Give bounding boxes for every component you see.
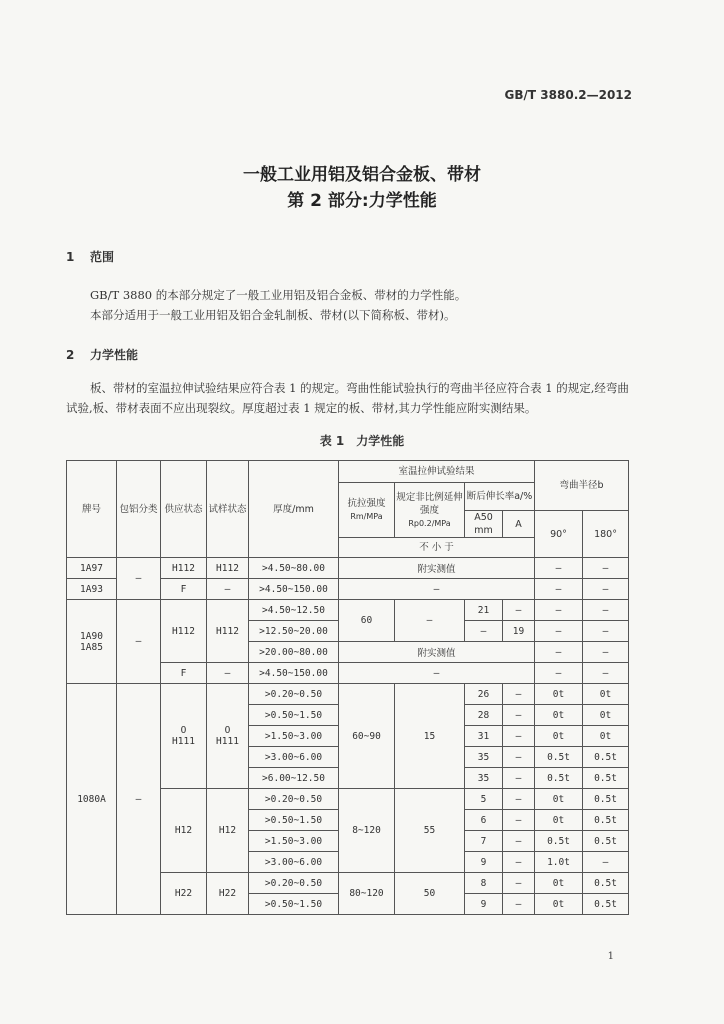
proof-strength-cell: 15 — [395, 684, 465, 789]
thickness-cell: >0.50~1.50 — [249, 894, 339, 915]
a-cell: — — [503, 768, 535, 789]
section-1-paragraph-1: GB/T 3880 的本部分规定了一般工业用铝及铝合金板、带材的力学性能。 — [90, 288, 467, 302]
header-specimen-temper: 试样状态 — [207, 461, 249, 558]
bend-90-cell: 0t — [535, 789, 583, 810]
bend-90-cell: 0.5t — [535, 831, 583, 852]
a-cell: — — [503, 810, 535, 831]
header-proof-strength-unit: Rp0.2/MPa — [408, 518, 451, 528]
a-cell: — — [503, 852, 535, 873]
grade-line: 1A85 — [80, 641, 103, 653]
header-tensile-strength-label: 抗拉强度 — [347, 498, 386, 509]
a50-cell: 9 — [465, 894, 503, 915]
grade-cell: 1A93 — [67, 579, 117, 600]
bend-180-cell: 0t — [583, 705, 629, 726]
a50-cell: 9 — [465, 852, 503, 873]
tensile-strength-cell: 8~120 — [339, 789, 395, 873]
grade-line: 1A90 — [80, 630, 103, 642]
thickness-cell: >4.50~150.00 — [249, 579, 339, 600]
header-supply-temper: 供应状态 — [161, 461, 207, 558]
specimen-temper-cell — [207, 684, 249, 789]
bend-90-cell: — — [535, 579, 583, 600]
a-cell: — — [503, 789, 535, 810]
header-proof-strength-label: 规定非比例延伸强度 — [396, 491, 463, 516]
table-caption: 表 1 力学性能 — [319, 434, 405, 448]
a-cell: 19 — [503, 621, 535, 642]
grade-cell: 1080A — [67, 684, 117, 915]
header-a50: A50 mm — [465, 511, 503, 538]
bend-180-cell: 0.5t — [583, 894, 629, 915]
bend-180-cell: 0.5t — [583, 747, 629, 768]
tensile-cell: — — [339, 579, 535, 600]
a-cell: — — [503, 684, 535, 705]
tensile-cell: 附实测值 — [339, 558, 535, 579]
proof-strength-cell: 55 — [395, 789, 465, 873]
thickness-cell: >4.50~80.00 — [249, 558, 339, 579]
document-title: 一般工业用铝及铝合金板、带材 — [243, 165, 481, 185]
page-number: 1 — [607, 951, 614, 962]
specimen-temper-cell: H112 — [207, 558, 249, 579]
a50-cell: 26 — [465, 684, 503, 705]
supply-temper-cell: H22 — [161, 873, 207, 915]
header-grade: 牌号 — [67, 461, 117, 558]
bend-180-cell: 0.5t — [583, 789, 629, 810]
thickness-cell: >1.50~3.00 — [249, 831, 339, 852]
thickness-cell: >3.00~6.00 — [249, 747, 339, 768]
bend-180-cell: — — [583, 558, 629, 579]
grade-cell — [67, 600, 117, 684]
temper-line: H111 — [172, 736, 195, 747]
bend-90-cell: 0t — [535, 705, 583, 726]
header-proof-strength — [395, 483, 465, 538]
supply-temper-cell: F — [161, 579, 207, 600]
thickness-cell: >1.50~3.00 — [249, 726, 339, 747]
a50-cell: 6 — [465, 810, 503, 831]
a-cell: — — [503, 747, 535, 768]
document-subtitle: 第 2 部分:力学性能 — [287, 191, 437, 211]
thickness-cell: >4.50~150.00 — [249, 663, 339, 684]
header-bend-radius: 弯曲半径b — [535, 461, 629, 511]
section-title: 力学性能 — [90, 348, 139, 362]
a50-cell: 31 — [465, 726, 503, 747]
bend-180-cell: 0.5t — [583, 810, 629, 831]
thickness-cell: >0.50~1.50 — [249, 705, 339, 726]
supply-temper-cell: H112 — [161, 600, 207, 663]
clad-cell: — — [117, 684, 161, 915]
bend-90-cell: 0t — [535, 726, 583, 747]
tensile-strength-cell: 60~90 — [339, 684, 395, 789]
standard-code: GB/T 3880.2—2012 — [504, 88, 632, 102]
bend-90-cell: 1.0t — [535, 852, 583, 873]
bend-90-cell: — — [535, 600, 583, 621]
a-cell: — — [503, 726, 535, 747]
section-1-paragraph-2: 本部分适用于一般工业用铝及铝合金轧制板、带材(以下简称板、带材)。 — [90, 308, 456, 322]
mechanical-properties-table — [66, 460, 629, 915]
specimen-temper-cell: H112 — [207, 600, 249, 663]
bend-180-cell: 0t — [583, 726, 629, 747]
a50-cell: 8 — [465, 873, 503, 894]
tensile-strength-cell: 60 — [339, 600, 395, 642]
temper-line: O — [180, 725, 187, 736]
bend-90-cell: — — [535, 621, 583, 642]
header-clad: 包铝分类 — [117, 461, 161, 558]
bend-180-cell: 0t — [583, 684, 629, 705]
a-cell: — — [503, 831, 535, 852]
a50-cell: 7 — [465, 831, 503, 852]
specimen-temper-cell: — — [207, 663, 249, 684]
bend-90-cell: — — [535, 663, 583, 684]
a50-cell: 35 — [465, 747, 503, 768]
a-cell: — — [503, 894, 535, 915]
thickness-cell: >12.50~20.00 — [249, 621, 339, 642]
specimen-temper-cell: — — [207, 579, 249, 600]
a50-cell: 35 — [465, 768, 503, 789]
clad-cell: — — [117, 600, 161, 684]
a50-cell: 28 — [465, 705, 503, 726]
bend-180-cell: — — [583, 663, 629, 684]
bend-90-cell: 0t — [535, 684, 583, 705]
header-tensile-strength — [339, 483, 395, 538]
header-bend-180: 180° — [583, 511, 629, 558]
bend-180-cell: 0.5t — [583, 873, 629, 894]
tensile-cell: 附实测值 — [339, 642, 535, 663]
proof-strength-cell: 50 — [395, 873, 465, 915]
thickness-cell: >0.20~0.50 — [249, 789, 339, 810]
bend-90-cell: 0t — [535, 810, 583, 831]
bend-90-cell: — — [535, 558, 583, 579]
header-not-less-than: 不 小 于 — [339, 538, 535, 558]
supply-temper-cell: H12 — [161, 789, 207, 873]
thickness-cell: >20.00~80.00 — [249, 642, 339, 663]
a50-cell: 21 — [465, 600, 503, 621]
thickness-cell: >0.20~0.50 — [249, 873, 339, 894]
clad-cell: — — [117, 558, 161, 600]
bend-180-cell: — — [583, 600, 629, 621]
header-elongation: 断后伸长率a/% — [465, 483, 535, 511]
header-bend-90: 90° — [535, 511, 583, 558]
header-thickness: 厚度/mm — [249, 461, 339, 558]
section-1-heading — [66, 248, 114, 265]
bend-90-cell: 0.5t — [535, 747, 583, 768]
grade-cell: 1A97 — [67, 558, 117, 579]
bend-180-cell: 0.5t — [583, 768, 629, 789]
section-2-paragraph: 板、带材的室温拉伸试验结果应符合表 1 的规定。弯曲性能试验执行的弯曲半径应符合表 1 的规定,经弯曲试验,板、带材表面不应出现裂纹。厚度超过表 1 规定的板、带材,其力学性能应附实测结果。 — [66, 381, 629, 415]
bend-180-cell: — — [583, 579, 629, 600]
thickness-cell: >6.00~12.50 — [249, 768, 339, 789]
thickness-cell: >0.20~0.50 — [249, 684, 339, 705]
supply-temper-cell — [161, 684, 207, 789]
tensile-cell: — — [339, 663, 535, 684]
temper-line: H111 — [216, 736, 239, 747]
section-2-heading — [66, 346, 138, 363]
thickness-cell: >4.50~12.50 — [249, 600, 339, 621]
bend-180-cell: — — [583, 642, 629, 663]
supply-temper-cell: F — [161, 663, 207, 684]
a50-cell: 5 — [465, 789, 503, 810]
temper-line: O — [224, 725, 231, 736]
bend-90-cell: — — [535, 642, 583, 663]
thickness-cell: >3.00~6.00 — [249, 852, 339, 873]
section-number: 2 — [66, 348, 75, 362]
a-cell: — — [503, 600, 535, 621]
supply-temper-cell: H112 — [161, 558, 207, 579]
bend-180-cell: 0.5t — [583, 831, 629, 852]
bend-90-cell: 0.5t — [535, 768, 583, 789]
header-tensile-results: 室温拉伸试验结果 — [339, 461, 535, 483]
bend-90-cell: 0t — [535, 873, 583, 894]
section-title: 范围 — [90, 250, 115, 264]
proof-strength-cell: — — [395, 600, 465, 642]
specimen-temper-cell: H22 — [207, 873, 249, 915]
header-a: A — [503, 511, 535, 538]
bend-90-cell: 0t — [535, 894, 583, 915]
a-cell: — — [503, 873, 535, 894]
specimen-temper-cell: H12 — [207, 789, 249, 873]
section-number: 1 — [66, 250, 75, 264]
a-cell: — — [503, 705, 535, 726]
bend-180-cell: — — [583, 852, 629, 873]
bend-180-cell: — — [583, 621, 629, 642]
a50-cell: — — [465, 621, 503, 642]
tensile-strength-cell: 80~120 — [339, 873, 395, 915]
header-tensile-strength-unit: Rm/MPa — [350, 512, 383, 521]
thickness-cell: >0.50~1.50 — [249, 810, 339, 831]
